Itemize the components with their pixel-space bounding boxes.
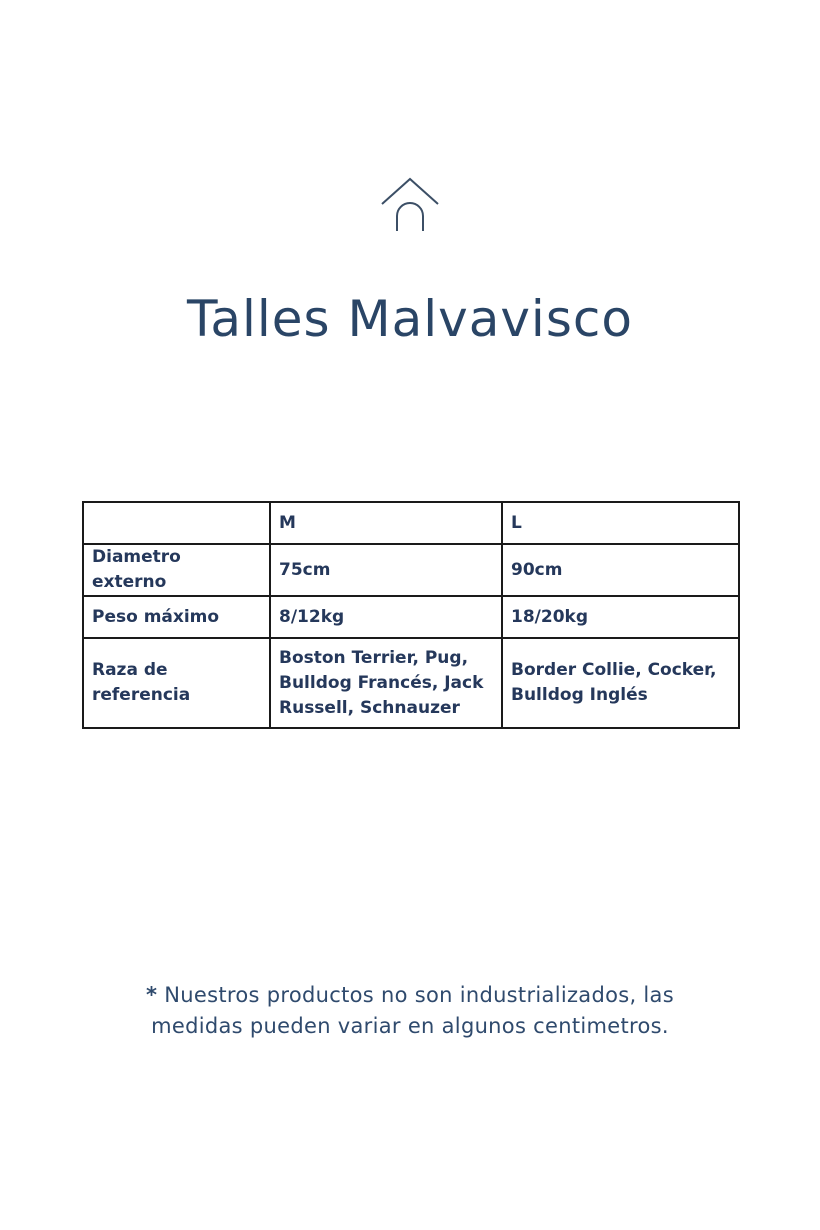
note-text: Nuestros productos no son industrializados, las medidas pueden variar en algunos centimetros.: [151, 983, 674, 1038]
disclaimer-note: [110, 980, 710, 1042]
cell-l: 90cm: [502, 544, 739, 596]
cell-m: Boston Terrier, Pug, Bulldog Francés, Jack Russell, Schnauzer: [270, 638, 502, 728]
asterisk: *: [146, 983, 158, 1007]
header-cell-m: M: [270, 502, 502, 544]
table-row: [83, 638, 739, 728]
row-label: Diametro externo: [83, 544, 270, 596]
cell-l: 18/20kg: [502, 596, 739, 638]
table-row: [83, 544, 739, 596]
dog-house-icon: [380, 176, 440, 234]
row-label: Raza de referencia: [83, 638, 270, 728]
cell-m: 75cm: [270, 544, 502, 596]
page-title: Talles Malvavisco: [187, 290, 633, 348]
header-cell-empty: [83, 502, 270, 544]
header-cell-l: L: [502, 502, 739, 544]
table-header-row: [83, 502, 739, 544]
row-label: Peso máximo: [83, 596, 270, 638]
cell-m: 8/12kg: [270, 596, 502, 638]
table-row: [83, 596, 739, 638]
cell-l: Border Collie, Cocker, Bulldog Inglés: [502, 638, 739, 728]
size-table: [82, 501, 740, 729]
